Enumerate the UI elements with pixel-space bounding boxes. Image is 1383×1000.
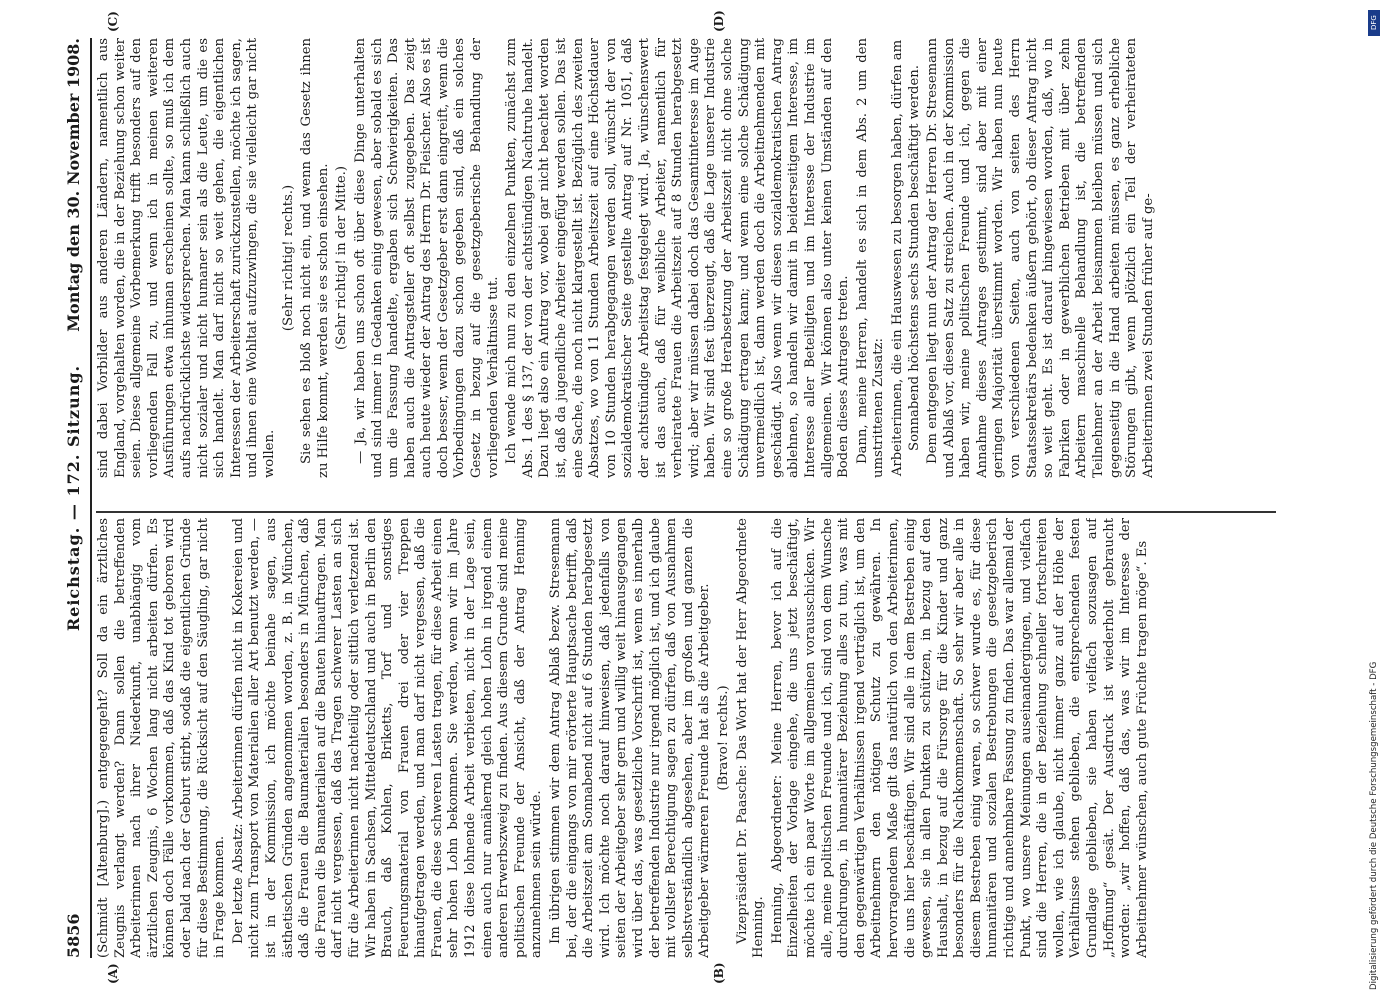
interjection: (Sehr richtig! in der Mitte.) bbox=[334, 166, 350, 350]
session-date: Montag den 30. November 1908. bbox=[64, 38, 83, 332]
paragraph: Sie sehen es bloß noch nicht ein, und wenn das Gesetz ihnen zu Hilfe kommt, werden sie es schon einsehen. bbox=[299, 38, 331, 478]
digitization-credit: Digitalisierung gefördert durch die Deutsche Forschungsgemeinschaft - DFG bbox=[1369, 661, 1379, 990]
left-column bbox=[96, 518, 1286, 958]
margin-marker-c: (C) bbox=[106, 11, 120, 32]
paragraph: Der letzte Absatz: Arbeiterinnen dürfen nicht in Kokereien und nicht zum Transport von Materialien aller Art benutzt werden, — ist in der Kommission, ich möchte beinahe sagen, aus ästhetischen Gründen angenommen worden, z. B. in München, daß die Frauen die Baumaterialien besonders in München, daß die Frauen die Baumaterialien auf die Bauten hinauftragen. Man darf nicht vergessen, daß das Tragen schwerer Lasten an sich für die Arbeiterinnen nicht nachteilig oder sittlich verletzend ist. Wir haben in Sachsen, Mitteldeutschland und auch in Berlin den Brauch, daß Kohlen, Briketts, Torf und sonstiges Feuerungsmaterial von Frauen drei oder vier Treppen hinaufgetragen werden, und man darf nicht vergessen, daß die Frauen, die diese schweren Lasten tragen, für diese Arbeit einen sehr hohen Lohn bekommen. Sie werden, wenn wir im Jahre 1912 diese lohnende Arbeit verbieten, nicht in der Lage sein, einen auch nur annähernd gleich hohen Lohn in irgend einem anderen Erwerbszweig zu finden. Aus diesem Grunde sind meine politischen Freunde der Ansicht, daß der Antrag Henning anzunehmen sein würde. bbox=[230, 518, 545, 958]
page-title: Reichstag. — 172. Sitzung. bbox=[64, 364, 83, 632]
column-divider bbox=[96, 511, 1276, 513]
dfg-logo: DFG bbox=[1368, 10, 1380, 36]
paragraph: Ich wende mich nun zu den einzelnen Punkten, zunächst zum Abs. 1 des § 137, der von der achtstündigen Nachtruhe handelt. Dazu liegt also ein Antrag vor, wobei gar nicht beachtet worden ist, daß da jugendliche Arbeiter eingefügt werden sollen. Das ist eine Sache, die noch nicht klargestellt ist. Bezüglich des zweiten Absatzes, wo von 11 Stunden Arbeitszeit auf eine Höchstdauer von 10 Stunden herabgegangen werden soll, wünscht der von sozialdemokratischer Seite gestellte Antrag auf Nr. 1051, daß der achtstündige Arbeitstag festgelegt wird. Ja, wünschenswert ist das auch, daß für weibliche Arbeiter, namentlich für verheiratete Frauen die Arbeitszeit auf 8 Stunden herabgesetzt wird; aber wir müssen dabei doch das Gesamtinteresse im Auge haben. Wir sind fest überzeugt, daß die Lage unserer Industrie eine so große Herabsetzung der Arbeitszeit nicht ohne solche Schädigung ertragen kann; und wenn eine solche Schädigung unvermeidlich ist, dann werden doch die Arbeitnehmenden mit geschädigt. Also wenn wir diesen sozialdemokratischen Antrag ablehnen, so handeln wir damit in beiderseitigem Interesse, im Interesse aller Beteiligten und im Interesse der Industrie im allgemeinen. Wir können also unter keinen Umständen auf den Boden dieses Antrages treten. bbox=[504, 38, 852, 478]
paragraph: — Ja, wir haben uns schon oft über diese Dinge unterhalten und sind immer in Gedanken einig gewesen, aber sobald es sich um die Fassung handelte, ergaben sich Schwierigkeiten. Das haben auch die Antragsteller oft selbst zugegeben. Das zeigt auch heute wieder der Antrag des Herrn Dr. Fleischer. Also es ist doch besser, wenn der Gesetzgeber erst dann eingreift, wenn die Vorbedingungen dazu schon gegeben sind, daß ein solches Gesetz in bezug auf die gesetzgeberische Behandlung der vorliegenden Verhältnisse tut. bbox=[352, 38, 501, 478]
quoted-amendment: Arbeiterinnen, die ein Hauswesen zu besorgen haben, dürfen am Sonnabend höchstens sechs Stunden beschäftigt werden. bbox=[889, 39, 922, 477]
paragraph: Vizepräsident Dr. Paasche: Das Wort hat der Herr Abgeordnete Henning. bbox=[734, 518, 767, 958]
page-number: 5856 bbox=[64, 913, 83, 958]
interjection: (Bravo! rechts.) bbox=[715, 685, 731, 791]
paragraph: Henning, Abgeordneter: Meine Herren, bevor ich auf die Einzelheiten der Vorlage eingehe, die uns jetzt beschäftigt, möchte ich ein paar Worte im allgemeinen vorausschicken. Wir alle, meine politischen Freunde und ich, sind von dem Wunsche durchdrungen, in humanitärer Beziehung alles zu tun, was mit den gegenwärtigen Verhältnissen irgend verträglich ist, um den Arbeitnehmern den nötigen Schutz zu gewähren. In hervorragendem Maße gilt das natürlich von den Arbeiterinnen, die uns hier beschäftigen. Wir sind alle in dem Bestreben einig gewesen, sie in allen Punkten zu schützen, in bezug auf den Haushalt, in bezug auf die Fürsorge für die Kinder und ganz besonders für die Nachkommenschaft. So sehr wir aber alle in diesem Bestreben einig waren, so schwer wurde es, für diese humanitären und sozialen Bestrebungen die gesetzgeberisch richtige und annehmbare Fassung zu finden. Das war allemal der Punkt, wo unsere Meinungen auseinandergingen, und vielfach sind die Herren, die in der Beziehung schneller fortschreiten wollen, wie ich glaube, nicht immer ganz auf der Höhe der Verhältnisse stehen geblieben, die entsprechenden festen Grundlage geblieben, sie haben vielfach sozusagen auf „Hoffnung“ gesät. Der Ausdruck ist wiederholt gebraucht worden: „wir hoffen, daß das, was wir im Interesse der Arbeitnehmer wünschen, auch gute Früchte tragen möge“. Es bbox=[769, 518, 1150, 958]
right-column bbox=[96, 38, 1286, 478]
margin-marker-b: (B) bbox=[712, 962, 726, 984]
paragraph: (Schmidt [Altenburg].) entgegengeht? Soll da ein ärztliches Zeugnis verlangt werden? Dann sollen die betreffenden Arbeiterinnen nach ihrer Niederkunft, unabhängig vom ärztlichen Zeugnis, 6 Wochen lang nicht arbeiten dürfen. Es können doch Fälle vorkommen, daß das Kind tot geboren wird oder bald nach der Geburt stirbt, sodaß die eigentlichen Gründe für diese Bestimmung, die Rücksicht auf den Säugling, gar nicht in Frage kommen. bbox=[96, 518, 228, 958]
margin-marker-a: (A) bbox=[106, 963, 120, 984]
paragraph: sind dabei Vorbilder aus anderen Ländern, namentlich aus England, vorgehalten worden, die in der Beziehung schon weiter seien. Diese allgemeine Vorbemerkung trifft besonders auf den vorliegenden Fall zu, und wenn ich in meinen weiteren Ausführungen etwa inhuman erscheinen sollte, so muß ich dem aufs nachdrücklichste widersprechen. Man kann schließlich auch nicht sozialer und nicht humaner sein als die Leute, um die es sich handelt. Man darf nicht so weit gehen, die eigentlichen Interessen der Arbeiterschaft zurückzustellen, möchte ich sagen, und ihnen eine Wohltat aufzuzwingen, die sie vielleicht gar nicht wollen. bbox=[96, 38, 277, 478]
header-rule bbox=[90, 38, 92, 958]
paragraph: Dem entgegen liegt nun der Antrag der Herren Dr. Stresemann und Ablaß vor, diesen Satz zu streichen. Auch in der Kommission haben wir, meine politischen Freunde und ich, gegen die Annahme dieses Antrages gestimmt, sind aber mit einer geringen Majorität überstimmt worden. Wir haben nun heute von verschiedenen Seiten, auch von seiten des Herrn Staatssekretärs bedenken äußern gehört, ob dieser Antrag nicht so weit geht. Es ist darauf hingewiesen worden, daß, wo in Fabriken oder in gewerblichen Betrieben mit über zehn Arbeitern maschinelle Behandlung ist, die betreffenden Teilnehmer an der Arbeit beisammen bleiben müssen und sich gegenseitig in die Hand arbeiten müssen, es ganz erhebliche Störungen gibt, wenn plötzlich ein Teil der verheirateten Arbeiterinnen zwei Stunden früher auf ge- bbox=[925, 38, 1156, 478]
document-page bbox=[12, 0, 1312, 1000]
interjection: (Sehr richtig! rechts.) bbox=[280, 184, 296, 332]
page-header bbox=[64, 38, 90, 958]
margin-marker-d: (D) bbox=[712, 10, 726, 32]
paragraph: Dann, meine Herren, handelt es sich in dem Abs. 2 um den umstrittenen Zusatz: bbox=[854, 38, 887, 478]
paragraph: Im übrigen stimmen wir dem Antrag Ablaß bezw. Stresemann bei, der die eingangs von mir erörterte Hauptsache betrifft, daß die Arbeitszeit am Sonnabend nicht auf 6 Stunden herabgesetzt wird. Ich möchte noch darauf hinweisen, daß jedenfalls von seiten der Arbeitgeber sehr gern und willig weit hinausgegangen wird über das, was gesetzliche Vorschrift ist, wenn es innerhalb der betreffenden Industrie nur irgend möglich ist, und ich glaube mit vollster Berechtigung sagen zu dürfen, daß von Ausnahmen selbstverständlich abgesehen, aber im großen und ganzen die Arbeitgeber wärmeren Freunde hat als die Arbeitgeber. bbox=[548, 518, 713, 958]
